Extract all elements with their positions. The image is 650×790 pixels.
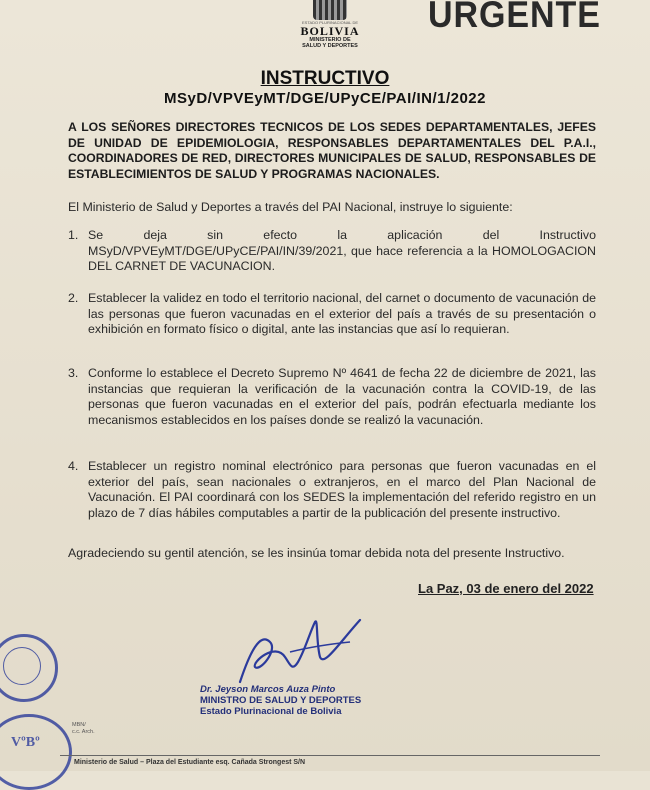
initials-line: MBN/ [72, 722, 86, 728]
document-code: MSyD/VPVEyMT/DGE/UPyCE/PAI/IN/1/2022 [164, 90, 486, 107]
place-date: La Paz, 03 de enero del 2022 [418, 581, 594, 596]
footer-address: Ministerio de Salud – Plaza del Estudiante esq. Cañada Strongest S/N [74, 759, 306, 766]
item-text: Establecer la validez en todo el territorio nacional, del carnet o documento de vacunación de las personas que fueron vacunadas en el exterior del país a través de su presentación o exhibición en formato físico o digital, ante las instancias que así lo requieran. [88, 291, 596, 336]
list-item [68, 366, 596, 428]
list-item [68, 459, 596, 521]
signatory-name: Dr. Jeyson Marcos Auza Pinto [200, 684, 336, 695]
signature-block [200, 684, 380, 717]
signatory-title: MINISTRO DE SALUD Y DEPORTES [200, 695, 362, 706]
addressee: A LOS SEÑORES DIRECTORES TECNICOS DE LOS SEDES DEPARTAMENTALES, JEFES DE UNIDAD DE EPIDEMIOLOGIA, RESPONSABLES DEPARTAMENTALES DEL P.A.I., COORDINADORES DE RED, DIRECTORES MUNICIPALES DE SALUD, RESPONSABLES DE ESTABLECIMIENTOS DE SALUD Y PROGRAMAS NACIONALES. [68, 120, 596, 181]
ministry-line-2: SALUD Y DEPORTES [302, 43, 358, 49]
document-title: INSTRUCTIVO [260, 68, 390, 89]
intro-paragraph: El Ministerio de Salud y Deportes a través del PAI Nacional, instruye lo siguiente: [68, 200, 513, 214]
closing-paragraph: Agradeciendo su gentil atención, se les insinúa tomar debida nota del presente Instructivo. [68, 546, 565, 560]
handwritten-signature [230, 612, 380, 692]
urgent-stamp: URGENTE [428, 0, 601, 35]
official-seal-stamp [0, 634, 58, 702]
footer-divider [60, 755, 600, 756]
item-text: Conforme lo establece el Decreto Supremo Nº 4641 de fecha 22 de diciembre de 2021, las instancias que requieran la verificación de la vacunación contra la COVID-19, de las personas que fueron vacunadas en el exterior del país, podrán efectuarla mediante los mecanismos establecidos en los países donde se realizó la vacunación. [88, 366, 596, 427]
crest-caption: ESTADO PLURINACIONAL DE [301, 20, 358, 25]
ministry-line-1: MINISTERIO DE [309, 37, 351, 43]
emblem-icon [313, 0, 347, 20]
item-number: 1. [68, 228, 79, 242]
item-number: 2. [68, 291, 79, 305]
approval-stamp [0, 714, 72, 790]
coat-of-arms [300, 0, 360, 60]
item-text: Se deja sin efecto la aplicación del Instructivo MSyD/VPVEyMT/DGE/UPyCE/PAI/IN/39/2021, que hace referencia a la HOMOLOGACION DEL CARNET DE VACUNACION. [88, 228, 596, 273]
vobo-mark: VºBº [11, 735, 40, 750]
copy-line: c.c. Arch. [72, 729, 95, 735]
seal-inner-ring [3, 647, 41, 685]
item-number: 4. [68, 459, 79, 473]
signatory-entity: Estado Plurinacional de Bolivia [200, 706, 342, 717]
country-name: BOLIVIA [300, 24, 360, 38]
page-footer [0, 755, 650, 771]
list-item [68, 228, 596, 275]
list-item [68, 291, 596, 338]
item-number: 3. [68, 366, 79, 380]
reference-initials [72, 722, 95, 736]
item-text: Establecer un registro nominal electrónico para personas que fueron vacunadas en el exterior del país, sean nacionales o extranjeros, en el marco del Plan Nacional de Vacunación. El PAI coordinará con los SEDES la implementación del referido registro en un plazo de 7 días hábiles computables a partir de la publicación del presente instructivo. [88, 459, 596, 520]
